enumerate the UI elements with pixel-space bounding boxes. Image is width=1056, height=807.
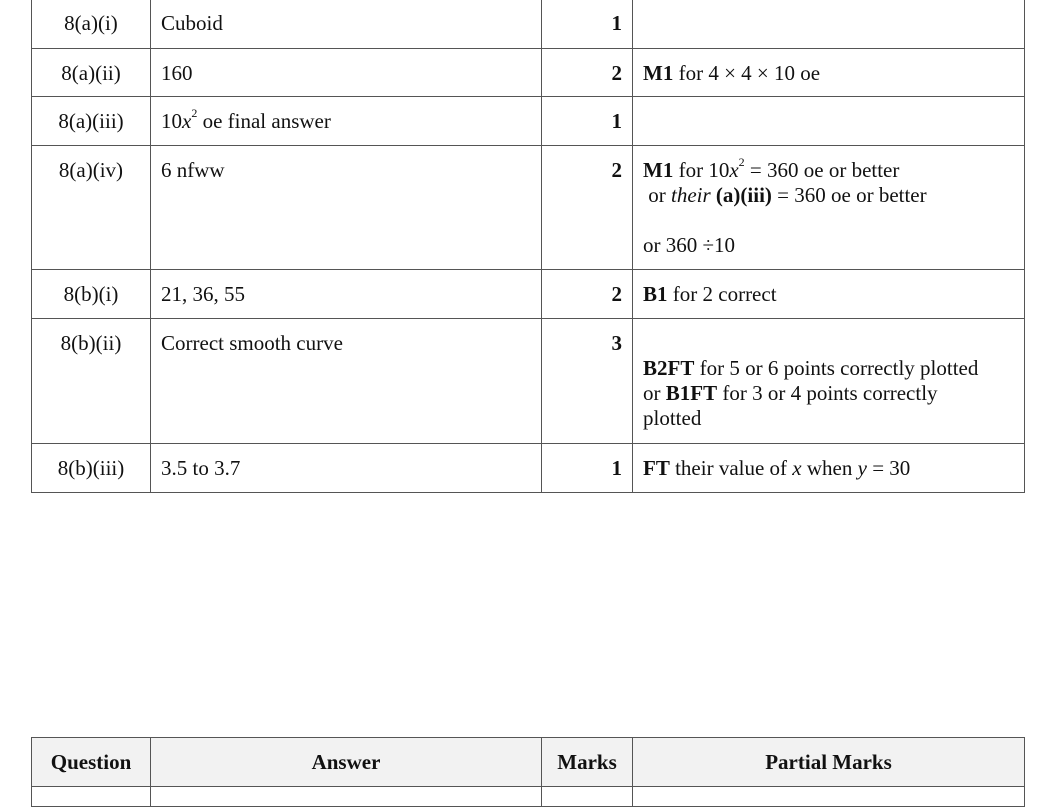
partial-text: when [801,456,858,480]
partial-text: for 3 or 4 points correctly [717,381,938,405]
empty-cell [542,787,633,807]
marks-cell: 2 [542,270,633,319]
spacer [643,331,1014,356]
question-cell: 8(b)(ii) [32,319,151,444]
partial-line: plotted [643,406,702,430]
mark-code: B1 [643,282,668,306]
header-partial-marks: Partial Marks [633,738,1025,787]
question-cell: 8(b)(iii) [32,444,151,493]
table-row [32,0,1025,49]
partial-text: or [643,183,671,207]
answer-cell: 6 nfww [151,146,542,270]
table-row [32,444,1025,493]
mark-code: B2FT [643,356,695,380]
partial-line [643,381,1014,406]
table-row [32,787,1025,807]
header-row [32,738,1025,787]
marks-cell: 2 [542,49,633,97]
partial-text: = 360 oe or better [771,183,927,207]
partial-text: for 5 or 6 points correctly plotted [694,356,979,380]
answer-cell: 160 [151,49,542,97]
mark-scheme-table [31,0,1025,493]
variable-y: y [857,456,867,480]
marks-cell: 1 [542,0,633,49]
mark-code: B1FT [665,381,718,405]
answer-cell: 3.5 to 3.7 [151,444,542,493]
partial-marks-cell [633,444,1025,493]
partial-text: for 2 correct [667,282,777,306]
exponent: 2 [738,155,745,169]
question-cell: 8(b)(i) [32,270,151,319]
question-cell: 8(a)(i) [32,0,151,49]
table-row [32,319,1025,444]
empty-cell [633,787,1025,807]
answer-cell: Cuboid [151,0,542,49]
partial-text: for 10 [673,158,730,182]
partial-marks-cell [633,270,1025,319]
mark-code: FT [643,456,670,480]
variable-x: x [792,456,802,480]
answer-text: 10 [161,109,182,133]
partial-marks-cell [633,319,1025,444]
partial-marks-cell [633,146,1025,270]
exponent: 2 [191,106,198,120]
partial-italic-text: their [671,183,711,207]
variable-x: x [729,158,739,182]
table-row [32,97,1025,146]
empty-cell [32,787,151,807]
header-answer: Answer [151,738,542,787]
partial-text: or [643,381,666,405]
partial-marks-cell [633,0,1025,49]
question-cell: 8(a)(iii) [32,97,151,146]
question-cell: 8(a)(iv) [32,146,151,270]
marks-cell: 3 [542,319,633,444]
answer-cell: Correct smooth curve [151,319,542,444]
part-reference: (a)(iii) [710,183,772,207]
partial-text: for 4 × 4 × 10 oe [673,61,821,85]
partial-marks-cell [633,97,1025,146]
partial-line [643,183,1014,208]
table-row [32,146,1025,270]
header-question: Question [32,738,151,787]
partial-text: = 360 oe or better [744,158,900,182]
header-marks: Marks [542,738,633,787]
mark-code: M1 [643,158,674,182]
answer-cell [151,97,542,146]
question-cell: 8(a)(ii) [32,49,151,97]
partial-line [643,155,1014,183]
partial-line: or 360 ÷10 [643,233,736,257]
partial-marks-cell [633,49,1025,97]
table-row [32,49,1025,97]
partial-text: = 30 [866,456,911,480]
partial-text: their value of [669,456,793,480]
variable-x: x [182,109,192,133]
next-page-table-header [31,737,1025,807]
empty-cell [151,787,542,807]
marks-cell: 1 [542,97,633,146]
partial-line [643,356,1014,381]
table-row [32,270,1025,319]
answer-cell: 21, 36, 55 [151,270,542,319]
spacer [643,208,1014,233]
answer-text: oe final answer [197,109,331,133]
marks-cell: 2 [542,146,633,270]
marks-cell: 1 [542,444,633,493]
mark-code: M1 [643,61,674,85]
